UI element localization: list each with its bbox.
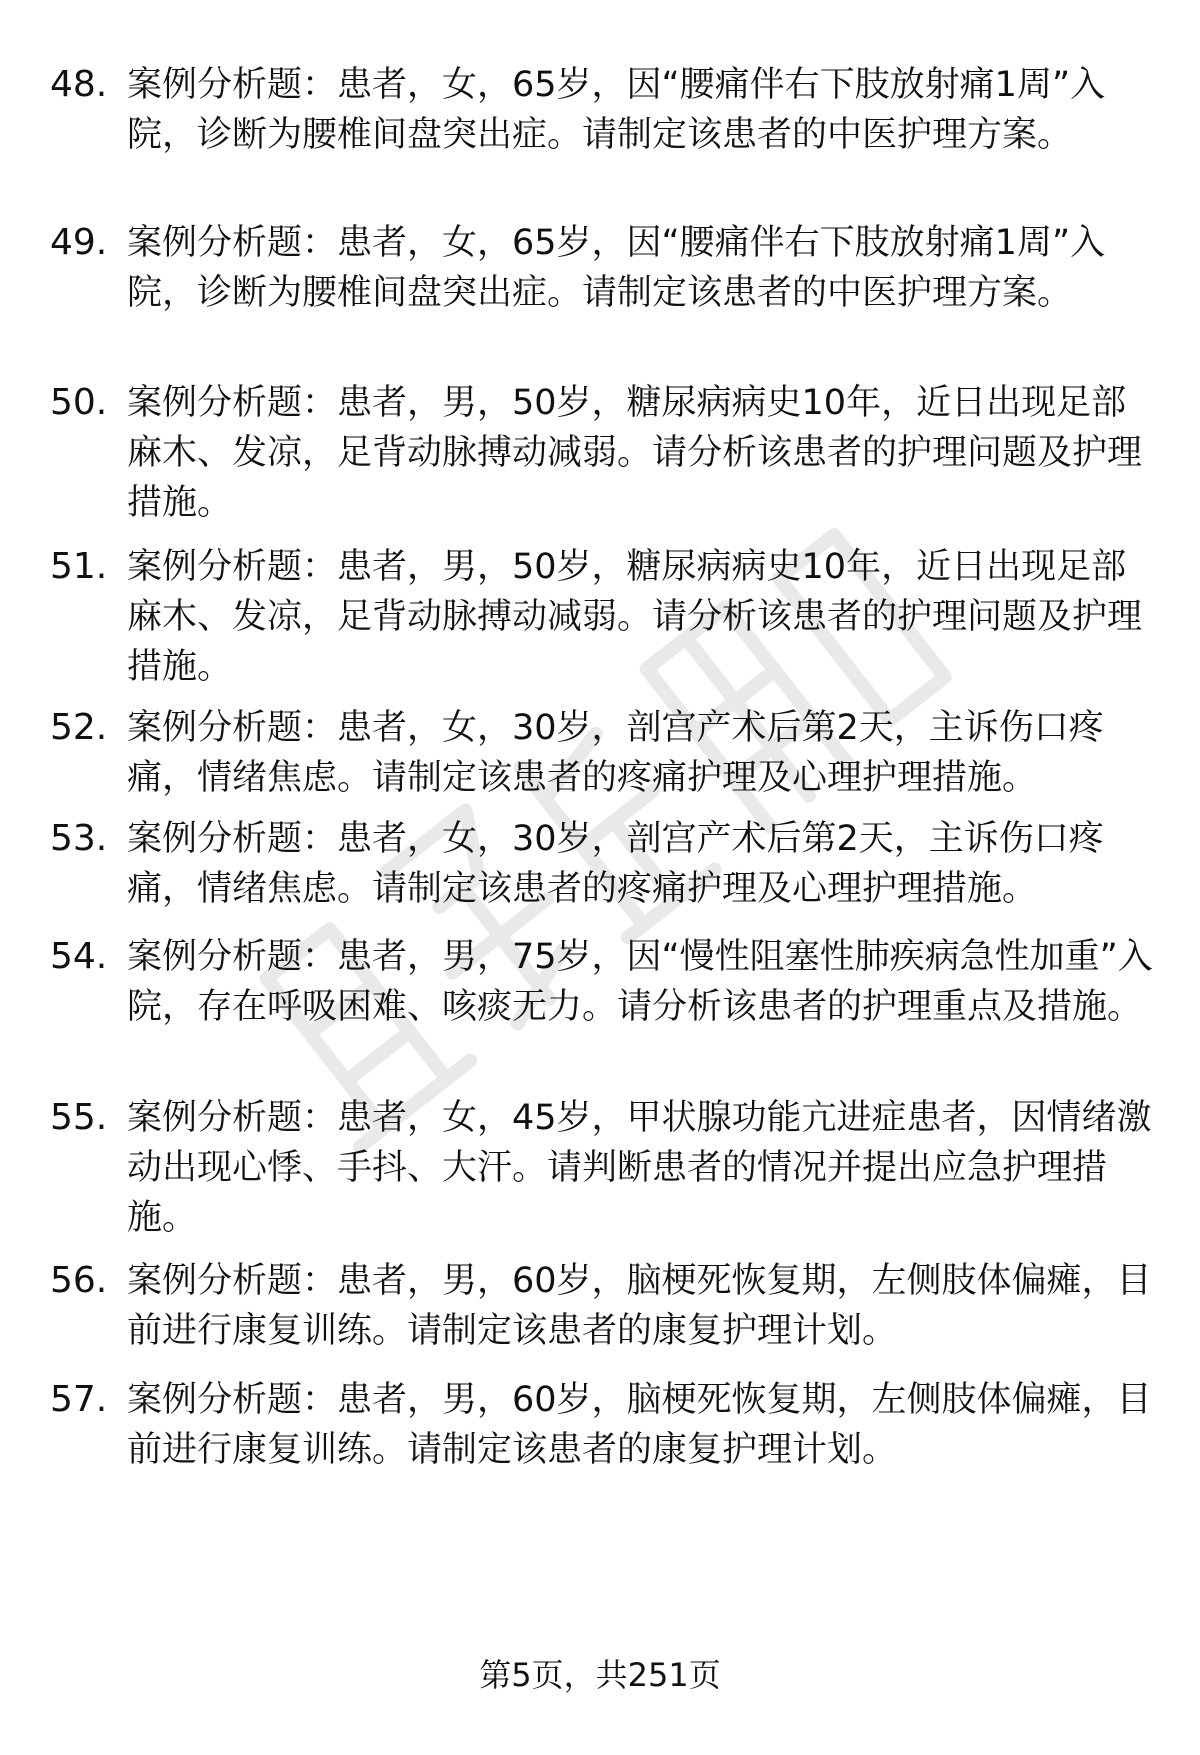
page-footer: 第5页，共251页 [479,1656,721,1694]
question-number: 48. [50,64,108,105]
question-text: 案例分析题：患者，男，50岁，糖尿病病史10年，近日出现足部麻木、发凉，足背动脉搏动减弱。请分析该患者的护理问题及护理措施。 [127,383,1143,523]
question-text: 案例分析题：患者，男，75岁，因“慢性阻塞性肺疾病急性加重”入院，存在呼吸困难、咳痰无力。请分析该患者的护理重点及措施。 [127,937,1153,1027]
question-number: 52. [50,707,108,748]
question-number: 54. [50,936,108,977]
question-text: 案例分析题：患者，女，45岁，甲状腺功能亢进症患者，因情绪激动出现心悸、手抖、大汗。请判断患者的情况并提出应急护理措施。 [127,1098,1152,1238]
question-text: 案例分析题：患者，女，30岁，剖宫产术后第2天，主诉伤口疼痛，情绪焦虑。请制定该患者的疼痛护理及心理护理措施。 [127,708,1104,798]
question-text: 案例分析题：患者，女，65岁，因“腰痛伴右下肢放射痛1周”入院，诊断为腰椎间盘突出症。请制定该患者的中医护理方案。 [127,65,1106,155]
question-number: 57. [50,1379,108,1420]
question-number: 56. [50,1260,108,1301]
question-text: 案例分析题：患者，女，65岁，因“腰痛伴右下肢放射痛1周”入院，诊断为腰椎间盘突出症。请制定该患者的中医护理方案。 [127,223,1106,313]
question-number: 49. [50,222,108,263]
question-number: 53. [50,818,108,859]
question-number: 55. [50,1097,108,1138]
question-text: 案例分析题：患者，男，50岁，糖尿病病史10年，近日出现足部麻木、发凉，足背动脉搏动减弱。请分析该患者的护理问题及护理措施。 [127,547,1143,687]
question-text: 案例分析题：患者，男，60岁，脑梗死恢复期，左侧肢体偏瘫，目前进行康复训练。请制定该患者的康复护理计划。 [127,1261,1152,1351]
question-text: 案例分析题：患者，男，60岁，脑梗死恢复期，左侧肢体偏瘫，目前进行康复训练。请制定该患者的康复护理计划。 [127,1380,1152,1470]
question-number: 50. [50,382,108,423]
question-number: 51. [50,546,108,587]
question-text: 案例分析题：患者，女，30岁，剖宫产术后第2天，主诉伤口疼痛，情绪焦虑。请制定该患者的疼痛护理及心理护理措施。 [127,819,1104,909]
